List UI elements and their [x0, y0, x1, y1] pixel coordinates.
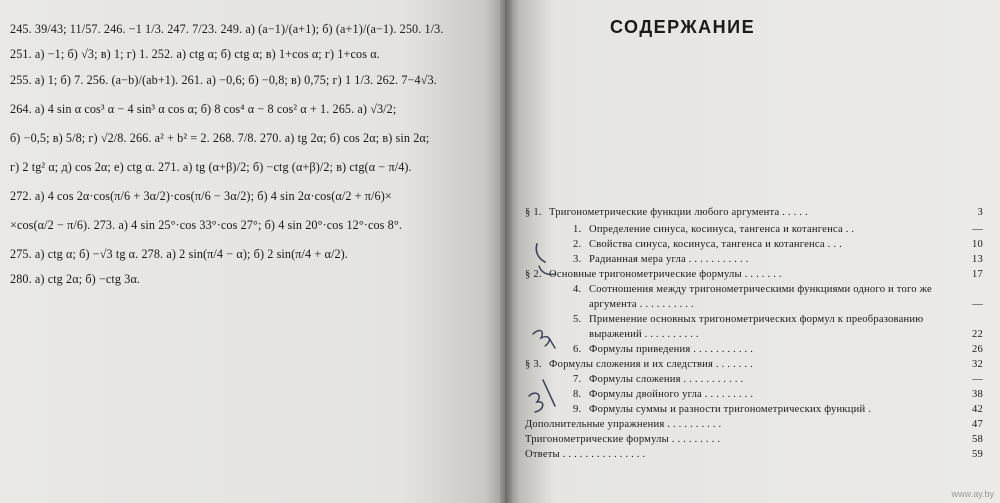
toc-entry-page: 22: [972, 329, 983, 340]
answer-line: 275. а) ctg α; б) −√3 tg α. 278. а) 2 sin(π/4 − α); б) 2 sin(π/4 + α/2).: [10, 247, 348, 261]
toc-entry-number: 2.: [573, 239, 582, 250]
toc-entry[interactable]: [525, 252, 983, 267]
answer-line: 280. а) ctg 2α; б) −ctg 3α.: [10, 272, 141, 286]
toc-entry-page: 32: [972, 359, 983, 370]
toc-entry[interactable]: [525, 205, 983, 220]
toc-entry-title: Формулы сложения и их следствия . . . . . . .: [549, 359, 753, 370]
toc-entry[interactable]: [525, 357, 983, 372]
toc-entry-page: 3: [977, 207, 983, 218]
table-of-contents: [525, 205, 983, 462]
toc-entry-number: 1.: [573, 224, 582, 235]
toc-entry-number: 5.: [573, 314, 582, 325]
toc-entry-number: § 2.: [525, 269, 542, 280]
toc-entry-title: Дополнительные упражнения . . . . . . . . . .: [525, 419, 722, 430]
toc-entry[interactable]: [525, 372, 983, 387]
toc-entry[interactable]: [525, 237, 983, 252]
toc-entry-number: 9.: [573, 404, 582, 415]
answer-line: 272. а) 4 cos 2α·cos(π/6 + 3α/2)·cos(π/6 − 3α/2); б) 4 sin 2α·cos(α/2 + π/6)×: [10, 189, 392, 203]
toc-entry[interactable]: [525, 402, 983, 417]
toc-entry-title: Формулы суммы и разности тригонометрических функций .: [589, 404, 872, 415]
toc-entry-page: 59: [972, 449, 983, 460]
toc-entry-number: § 1.: [525, 207, 542, 218]
toc-entry-page: 58: [972, 434, 983, 445]
toc-entry-title: Формулы приведения . . . . . . . . . . .: [589, 344, 754, 355]
toc-entry-number: 4.: [573, 284, 582, 295]
toc-entry-page: 38: [972, 389, 983, 400]
toc-entry-number: 8.: [573, 389, 582, 400]
toc-entry-title: Ответы . . . . . . . . . . . . . . .: [525, 449, 646, 460]
answer-line: ×cos(α/2 − π/6). 273. а) 4 sin 25°·cos 33°·cos 27°; б) 4 sin 20°·cos 12°·cos 8°.: [10, 218, 402, 232]
toc-entry[interactable]: [525, 447, 983, 462]
toc-entry[interactable]: [525, 222, 983, 237]
toc-entry[interactable]: [525, 387, 983, 402]
contents-title: СОДЕРЖАНИЕ: [610, 17, 756, 37]
toc-entry-title: Свойства синуса, косинуса, тангенса и котангенса . . .: [589, 239, 842, 250]
toc-entry[interactable]: [525, 312, 983, 342]
toc-entry-page: 13: [972, 254, 983, 265]
book-gutter: [500, 0, 512, 503]
toc-entry-page: 47: [972, 419, 983, 430]
toc-entry-page: —: [972, 299, 983, 310]
toc-entry-title: Формулы двойного угла . . . . . . . . .: [589, 389, 754, 400]
toc-entry[interactable]: [525, 267, 983, 282]
watermark: www.ay.by: [951, 489, 994, 499]
toc-entry-title: Тригонометрические формулы . . . . . . . . .: [525, 434, 721, 445]
answer-line: 245. 39/43; 11/57. 246. −1 1/3. 247. 7/23. 249. а) (a−1)/(a+1); б) (a+1)/(a−1). 250. 1/3.: [10, 22, 444, 36]
toc-entry-page: —: [972, 224, 983, 235]
answer-line: 251. а) −1; б) √3; в) 1; г) 1. 252. а) ctg α; б) ctg α; в) 1+cos α; г) 1+cos α.: [10, 47, 380, 61]
toc-entry-number: 3.: [573, 254, 582, 265]
toc-entry[interactable]: [525, 432, 983, 447]
toc-entry[interactable]: [525, 282, 983, 312]
toc-entry-title: Применение основных тригонометрических формул к преобразованию выражений . . . . . . . . . .: [589, 314, 924, 340]
toc-entry-title: Основные тригонометрические формулы . . . . . . .: [549, 269, 782, 280]
answer-line: 264. а) 4 sin α cos³ α − 4 sin³ α cos α; б) 8 cos⁴ α − 8 cos² α + 1. 265. а) √3/2;: [10, 102, 397, 116]
toc-entry-title: Определение синуса, косинуса, тангенса и котангенса . .: [589, 224, 855, 235]
toc-entry-page: 26: [972, 344, 983, 355]
answer-line: 255. а) 1; б) 7. 256. (a−b)/(ab+1). 261. а) −0,6; б) −0,8; в) 0,75; г) 1 1/3. 262. 7−4√3.: [10, 73, 437, 87]
toc-entry[interactable]: [525, 342, 983, 357]
toc-entry-title: Соотношения между тригонометрическими функциями одного и того же аргумента . . . . . . . . . .: [589, 284, 932, 310]
toc-entry-page: 17: [972, 269, 983, 280]
toc-entry-page: 10: [972, 239, 983, 250]
toc-entry[interactable]: [525, 417, 983, 432]
toc-entry-number: § 3.: [525, 359, 542, 370]
answers-block: [10, 14, 485, 290]
toc-entry-number: 7.: [573, 374, 582, 385]
toc-entry-title: Тригонометрические функции любого аргумента . . . . .: [549, 207, 808, 218]
answer-line: б) −0,5; в) 5/8; г) √2/8. 266. a² + b² = 2. 268. 7/8. 270. а) tg 2α; б) cos 2α; в) sin 2α;: [10, 131, 430, 145]
toc-entry-title: Формулы сложения . . . . . . . . . . .: [589, 374, 744, 385]
toc-entry-title: Радианная мера угла . . . . . . . . . . .: [589, 254, 749, 265]
answer-line: г) 2 tg² α; д) cos 2α; е) ctg α. 271. а) tg (α+β)/2; б) −ctg (α+β)/2; в) ctg(α − π/4).: [10, 160, 412, 174]
toc-entry-page: —: [972, 374, 983, 385]
toc-entry-number: 6.: [573, 344, 582, 355]
toc-entry-page: 42: [972, 404, 983, 415]
